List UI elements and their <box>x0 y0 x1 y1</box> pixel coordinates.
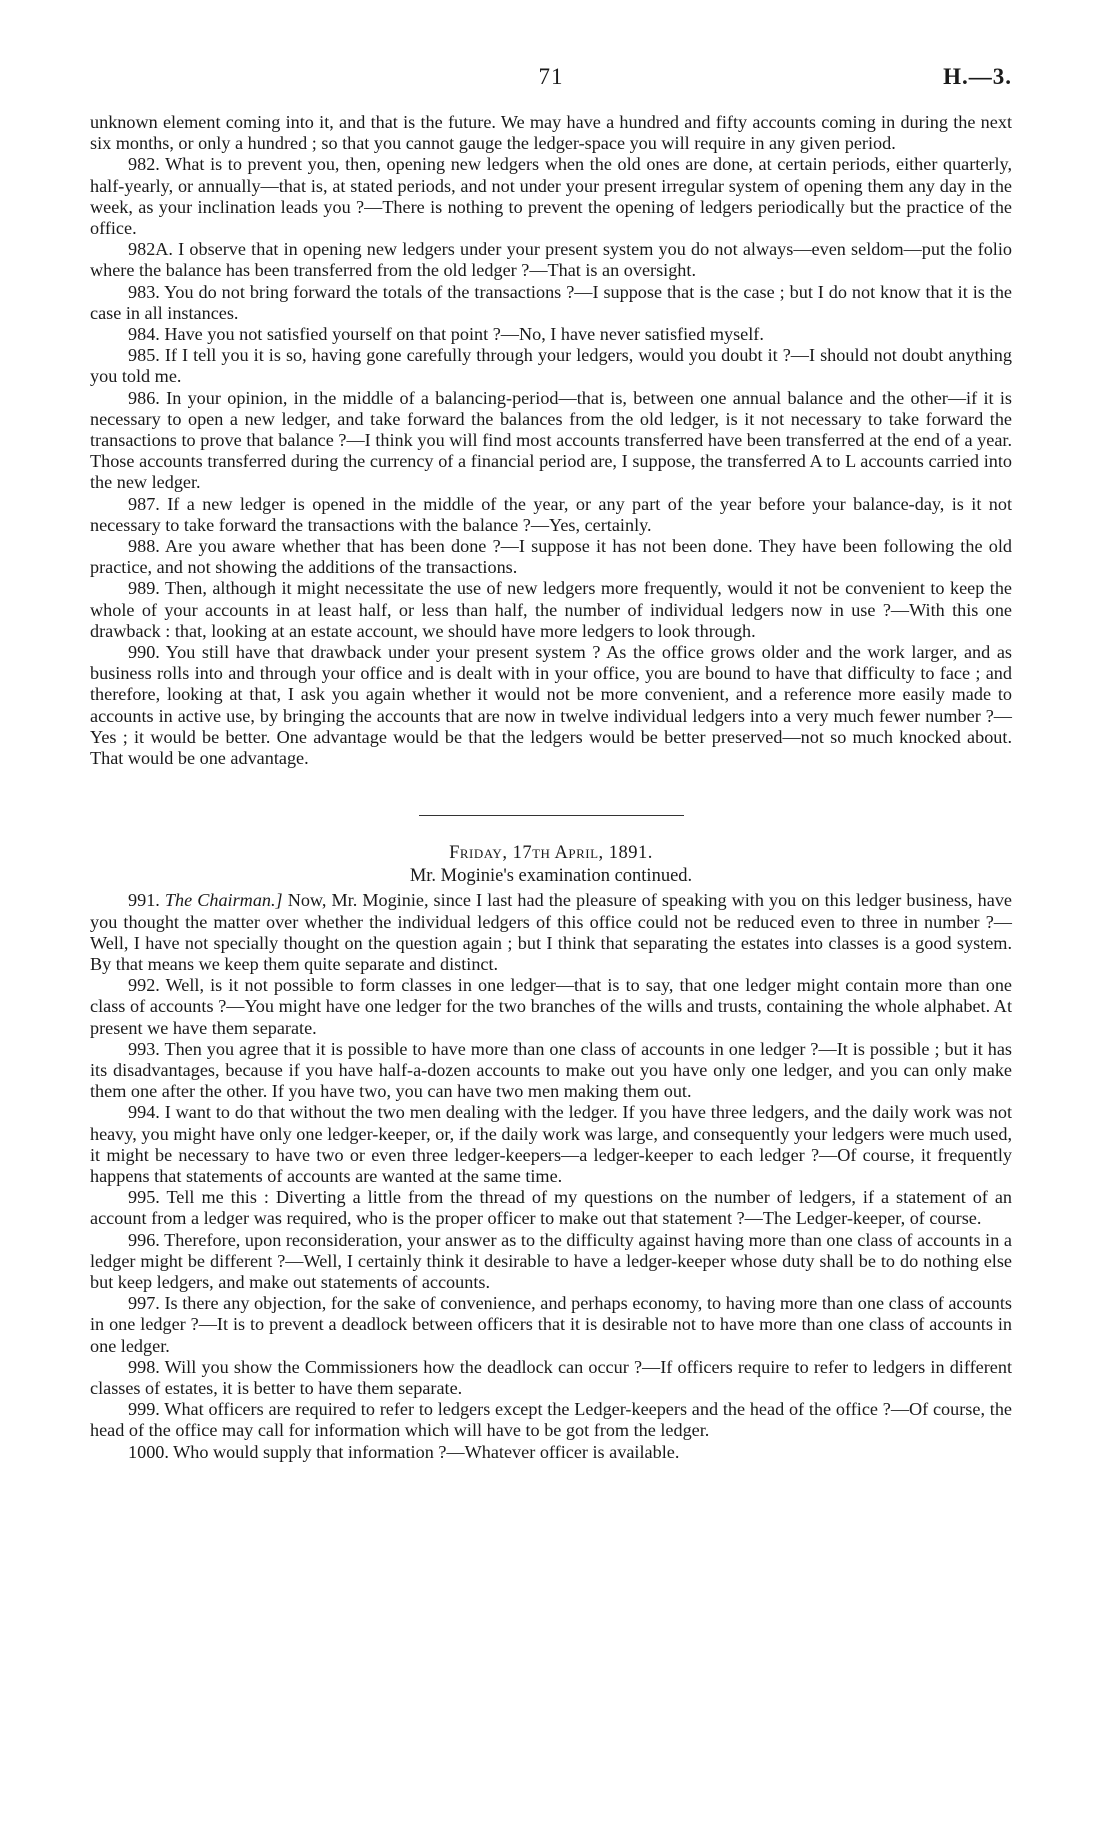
examination-subheading: Mr. Moginie's examination continued. <box>409 866 693 887</box>
paragraph-988: 988. Are you aware whether that has been done ?—I suppose it has not been done. They have been following the old practice, and not showing the additions of the transactions. <box>90 536 1012 578</box>
paragraph-998: 998. Will you show the Commissioners how the deadlock can occur ?—If officers require to refer to ledgers in different classes of estates, it is better to have them separate. <box>90 1356 1012 1398</box>
minutes-section-1 <box>90 112 1012 769</box>
paragraph-987: 987. If a new ledger is opened in the middle of the year, or any part of the year before your balance-day, is it not necessary to take forward the transactions with the balance ?—Yes, certainly. <box>90 493 1012 535</box>
paragraph-992: 992. Well, is it not possible to form classes in one ledger—that is to say, that one ledger might contain more than one class of accounts ?—You might have one ledger for the two branches of the wills and trusts, containing the whole alphabet. At present we have them separate. <box>90 975 1012 1038</box>
paragraph-990: 990. You still have that drawback under your present system ? As the office grows older and the work larger, and as business rolls into and through your office and is dealt with in your office, you are bound to have that difficulty to face ; and therefore, looking at that, I ask you again whether it would not be more convenient, and a reference more easily made to accounts in active use, by bringing the accounts that are now in twelve individual ledgers into a very much fewer number ?—Yes ; it would be better. One advantage would be that the ledgers would be better preserved—not so much knocked about. That would be one advantage. <box>90 642 1012 769</box>
paragraph-991-text: Now, Mr. Moginie, since I last had the pleasure of speaking with you on this ledger business, have you thought the matter over whether the individual ledgers of this office could not be reduced even to three in number ?—Well, I have not specially thought on the question again ; but I think that separating the estates into classes is a good system. By that means we keep them quite separate and distinct. <box>90 890 1013 974</box>
session-date-heading: Friday, 17th April, 1891. <box>449 843 653 864</box>
document-reference: H.—3. <box>943 64 1012 89</box>
paragraph-982: 982. What is to prevent you, then, opening new ledgers when the old ones are done, at certain periods, either quarterly, half-yearly, or annually—that is, at stated periods, and not under your present irregular system of opening them any day in the week, as your inclination leads you ?—There is nothing to prevent the opening of ledgers periodically but the practice of the office. <box>90 154 1012 239</box>
paragraph-994: 994. I want to do that without the two men dealing with the ledger. If you have three ledgers, and the daily work was not heavy, you might have only one ledger-keeper, or, if the daily work was large, and consequently your ledgers were much used, it might be necessary to have two or even three ledger-keepers—a ledger-keeper to each ledger ?—Of course, it frequently happens that statements of accounts are wanted at the same time. <box>90 1102 1012 1186</box>
minutes-section-2 <box>90 890 1012 1462</box>
paragraph-995: 995. Tell me this : Diverting a little from the thread of my questions on the number of ledgers, if a statement of an account from a ledger was required, who is the proper officer to make out that statement ?—The Ledger-keeper, of course. <box>90 1187 1012 1229</box>
page-number: 71 <box>538 64 564 89</box>
paragraph-999: 999. What officers are required to refer to ledgers except the Ledger-keepers and the head of the office ?—Of course, the head of the office may call for information which will have to be got from the ledger. <box>90 1399 1012 1441</box>
section-divider <box>419 815 684 816</box>
paragraph-983: 983. You do not bring forward the totals of the transactions ?—I suppose that is the case ; but I do not know that it is the case in all instances. <box>90 281 1012 323</box>
page-header <box>90 64 1012 112</box>
paragraph-985: 985. If I tell you it is so, having gone carefully through your ledgers, would you doubt it ?—I should not doubt anything you told me. <box>90 345 1012 387</box>
paragraph-989: 989. Then, although it might necessitate the use of new ledgers more frequently, would it not be convenient to keep the whole of your accounts in at least half, or less than half, the number of individual ledgers now in use ?—With this one drawback : that, looking at an estate account, we should have more ledgers to look through. <box>90 578 1012 641</box>
paragraph-984: 984. Have you not satisfied yourself on that point ?—No, I have never satisfied myself. <box>128 324 764 345</box>
paragraph-993: 993. Then you agree that it is possible to have more than one class of accounts in one ledger ?—It is possible ; but it has its disadvantages, because if you have half-a-dozen accounts to make out you have only one ledger, and you can only make them one after the other. If you have two, you can have two men making them out. <box>90 1038 1012 1102</box>
speaker-label: The Chairman.] <box>164 890 283 911</box>
paragraph-996: 996. Therefore, upon reconsideration, your answer as to the difficulty against having more than one class of accounts in a ledger might be different ?—Well, I certainly think it desirable to have a ledger-keeper whose duty shall be to do nothing else but keep ledgers, and make out statements of accounts. <box>90 1229 1012 1292</box>
paragraph-991-number: 991. <box>128 890 160 911</box>
paragraph-982a: 982A. I observe that in opening new ledgers under your present system you do not always—even seldom—put the folio where the balance has been transferred from the old ledger ?—That is an oversight. <box>90 239 1012 281</box>
paragraph-997: 997. Is there any objection, for the sake of convenience, and perhaps economy, to having more than one class of accounts in one ledger ?—It is to prevent a deadlock between officers that it is desirable not to have more than one class of accounts in one ledger. <box>90 1293 1012 1356</box>
document-page <box>90 64 1012 1824</box>
paragraph-986: 986. In your opinion, in the middle of a balancing-period—that is, between one annual balance and the other—if it is necessary to open a new ledger, and take forward the balances from the old ledger, is it not necessary to take forward the transactions to prove that balance ?—I think you will find most accounts transferred have been transferred at the end of a year. Those accounts transferred during the currency of a financial period are, I suppose, the transferred A to L accounts carried into the new ledger. <box>90 387 1012 493</box>
paragraph-continuation: unknown element coming into it, and that is the future. We may have a hundred and fifty accounts coming in during the next six months, or only a hundred ; so that you cannot gauge the ledger-space you will require in any given period. <box>90 112 1012 154</box>
paragraph-1000: 1000. Who would supply that information ?—Whatever officer is available. <box>128 1441 680 1462</box>
paragraph-991 <box>90 890 1012 975</box>
